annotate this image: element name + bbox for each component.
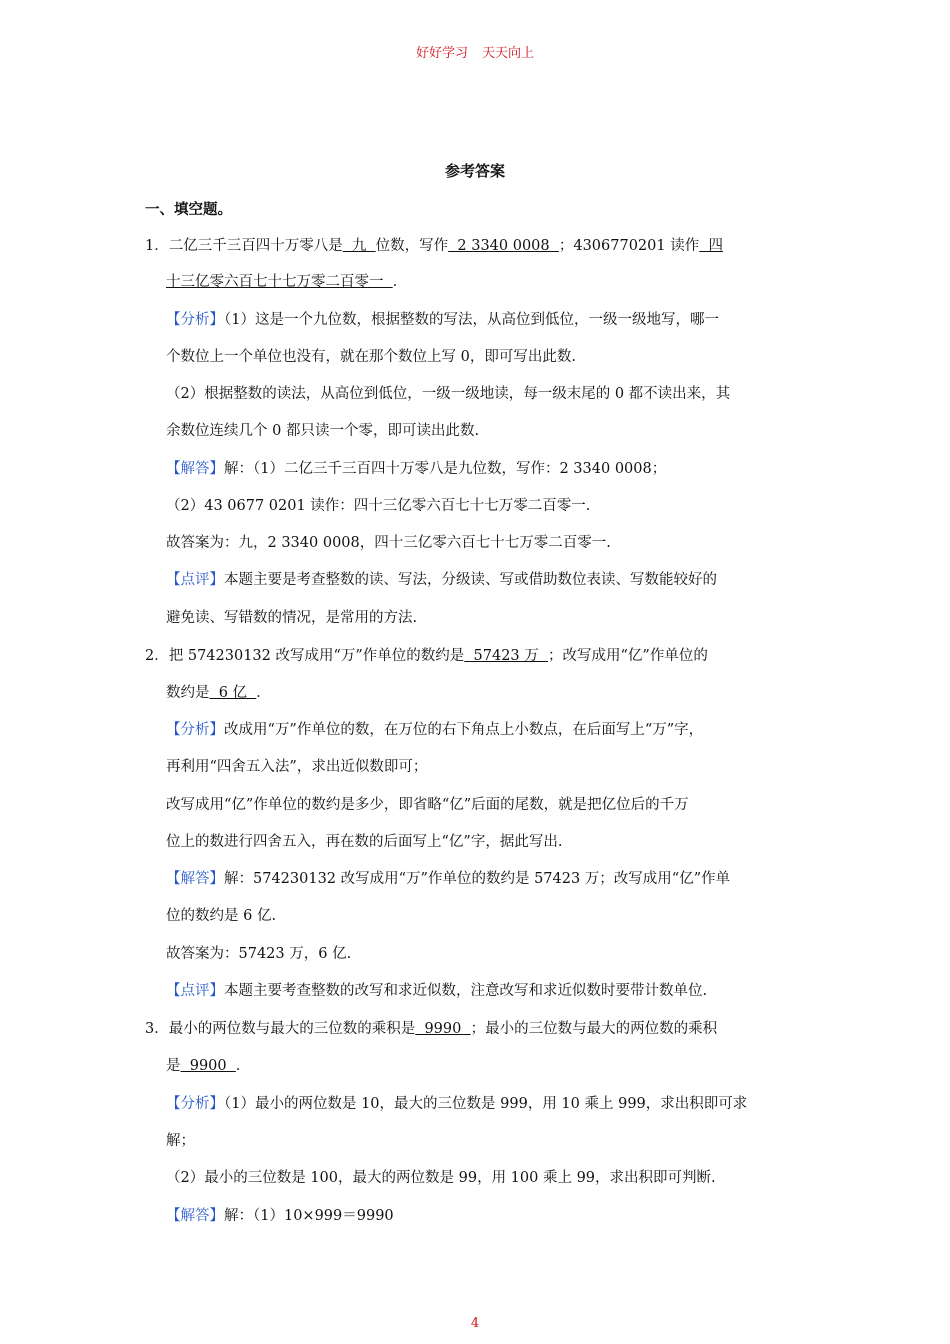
q3-line-1 (145, 1019, 717, 1039)
section-heading: 一、填空题。 (145, 201, 232, 218)
header-right-text: 天天向上 (482, 46, 535, 61)
q1-analysis-2: 个数位上一个单位也没有，就在那个数位上写 0，即可写出此数. (166, 349, 576, 365)
q3-text-3: 是 (166, 1058, 181, 1074)
q3-text-2: ；最小的三位数与最大的两位数的乘积 (470, 1021, 718, 1037)
analysis-tag: 【分析】 (166, 1096, 224, 1112)
page-header (0, 42, 950, 61)
q1-answer-blank-1: 九 (342, 238, 376, 254)
q1-number: 1． (145, 238, 169, 254)
q1-text-2: 位数，写作 (375, 238, 449, 254)
q1-text-1: 二亿三千三百四十万零八是 (168, 238, 343, 254)
q3-answer-blank-2: 9900 (180, 1058, 236, 1074)
q1-line-1 (145, 236, 723, 256)
q3-analysis-2: 解； (166, 1133, 195, 1149)
q2-line-1 (145, 646, 708, 666)
q1-text-4: ． (392, 274, 408, 290)
q2-line-2 (166, 683, 271, 703)
q2-analysis-3: 改写成用“亿”作单位的数约是多少，即省略“亿”后面的尾数，就是把亿位后的千万 (166, 797, 689, 813)
q2-solution-3: 故答案为：57423 万，6 亿. (166, 946, 352, 962)
q1-answer-blank-2: 2 3340 0008 (448, 238, 559, 254)
q2-analysis-1 (166, 720, 703, 740)
solution-tag: 【解答】 (166, 1208, 224, 1224)
q3-analysis-3: （2）最小的三位数是 100，最大的两位数是 99，用 100 乘上 99，求出积即可判断. (166, 1170, 716, 1186)
header-left-text: 好好学习 (415, 46, 468, 61)
q1-answer-blank-3a: 四 (699, 238, 723, 254)
q1-analysis-text-1: （1）这是一个九位数，根据整数的写法，从高位到低位，一级一级地写，哪一 (224, 312, 719, 328)
q2-text-4: ． (256, 685, 271, 701)
q2-analysis-text-1: 改成用“万”作单位的数，在万位的右下角点上小数点，在后面写上“万”字， (224, 722, 704, 738)
solution-tag: 【解答】 (166, 871, 224, 887)
q1-analysis-1 (166, 310, 719, 330)
q2-answer-blank-1: 57423 万 (464, 648, 548, 664)
q1-line-2 (166, 272, 407, 292)
q3-solution-text-1: 解：（1）10×999＝9990 (224, 1208, 394, 1224)
comment-tag: 【点评】 (166, 983, 224, 999)
q2-number: 2． (145, 648, 169, 664)
q3-line-2 (166, 1056, 250, 1076)
q2-text-1: 把 574230132 改写成用“万”作单位的数约是 (168, 648, 465, 664)
q2-comment-1 (166, 981, 707, 1001)
q1-analysis-3: （2）根据整数的读法，从高位到低位，一级一级地读，每一级末尾的 0 都不读出来，其 (166, 386, 731, 402)
q1-analysis-4: 余数位连续几个 0 都只读一个零，即可读出此数. (166, 423, 480, 439)
analysis-tag: 【分析】 (166, 722, 224, 738)
q1-solution-1 (166, 459, 666, 479)
q1-comment-1 (166, 570, 717, 590)
q2-solution-1 (166, 869, 730, 889)
q2-comment-text-1: 本题主要考查整数的改写和求近似数，注意改写和求近似数时要带计数单位. (224, 983, 708, 999)
q1-text-3: ；4306770201 读作 (558, 238, 700, 254)
q1-comment-text-1: 本题主要是考查整数的读、写法，分级读、写或借助数位表读、写数能较好的 (224, 572, 717, 588)
q3-solution-1 (166, 1206, 394, 1226)
q1-solution-3: 故答案为：九，2 3340 0008，四十三亿零六百七十七万零二百零一. (166, 535, 611, 551)
q2-solution-2: 位的数约是 6 亿. (166, 908, 277, 924)
q1-solution-text-1: 解：（1）二亿三千三百四十万零八是九位数，写作：2 3340 0008； (224, 461, 667, 477)
q1-solution-2: （2）43 0677 0201 读作：四十三亿零六百七十七万零二百零一. (166, 498, 591, 514)
q2-text-3: 数约是 (166, 685, 210, 701)
q3-analysis-1 (166, 1094, 747, 1114)
solution-tag: 【解答】 (166, 461, 224, 477)
q3-text-1: 最小的两位数与最大的三位数的乘积是 (168, 1021, 416, 1037)
q2-text-2: ；改写成用“亿”作单位的 (548, 648, 708, 664)
answer-title: 参考答案 (444, 162, 505, 180)
comment-tag: 【点评】 (166, 572, 224, 588)
q2-analysis-4: 位上的数进行四舍五入，再在数的后面写上“亿”字，据此写出. (166, 834, 563, 850)
q3-text-4: ． (235, 1058, 251, 1074)
q3-answer-blank-1: 9990 (415, 1021, 471, 1037)
analysis-tag: 【分析】 (166, 312, 224, 328)
q2-answer-blank-2: 6 亿 (209, 685, 257, 701)
q1-answer-blank-3b: 十三亿零六百七十七万零二百零一 (166, 274, 393, 290)
q2-analysis-2: 再利用“四舍五入法”，求出近似数即可； (166, 759, 428, 775)
q3-analysis-text-1: （1）最小的两位数是 10，最大的三位数是 999，用 10 乘上 999，求出积即可求 (224, 1096, 748, 1112)
page-number: 4 (470, 1316, 480, 1331)
q2-solution-text-1: 解：574230132 改写成用“万”作单位的数约是 57423 万；改写成用“亿”作单 (224, 871, 731, 887)
q3-number: 3． (145, 1021, 169, 1037)
q1-comment-2: 避免读、写错数的情况，是常用的方法. (166, 610, 418, 626)
